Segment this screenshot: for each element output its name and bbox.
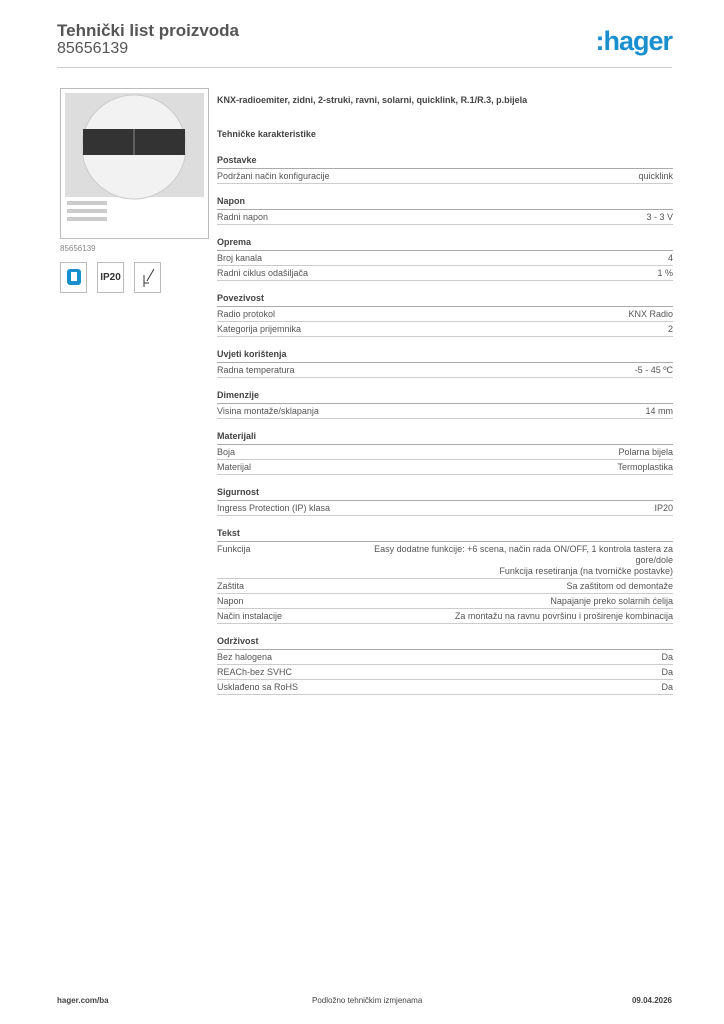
spec-value: 2 xyxy=(667,324,673,334)
section-title: Napon xyxy=(217,196,673,210)
spec-value: Da xyxy=(661,652,673,662)
spec-label: Način instalacije xyxy=(217,611,283,621)
section-title: Postavke xyxy=(217,155,673,169)
spec-row xyxy=(217,169,673,184)
spec-row xyxy=(217,680,673,695)
hager-logo: :hager xyxy=(595,26,672,56)
spec-value: Easy dodatne funkcije: +6 scena, način rada ON/OFF, 1 kontrola tastera za gore/dole Funkcija resetiranja (na tvorničke postavke) xyxy=(374,544,673,576)
spec-label: Radni napon xyxy=(217,212,269,222)
section-title: Dimenzije xyxy=(217,390,673,404)
spec-section xyxy=(217,155,673,184)
footer-date: 09.04.2026 xyxy=(631,996,672,1005)
spec-section xyxy=(217,636,673,695)
spec-label: Radio protokol xyxy=(217,309,276,319)
spec-value: IP20 xyxy=(654,503,673,513)
spec-row xyxy=(217,460,673,475)
page-title: Tehnički list proizvoda xyxy=(57,21,239,40)
specs-title: Tehničke karakteristike xyxy=(217,129,316,139)
spec-value: quicklink xyxy=(638,171,673,181)
mounting-icon xyxy=(134,262,161,293)
spec-row xyxy=(217,542,673,579)
spec-section xyxy=(217,237,673,281)
spec-value: -5 - 45 ºC xyxy=(634,365,673,375)
spec-value: KNX Radio xyxy=(628,309,673,319)
spec-section xyxy=(217,390,673,419)
spec-value: Polarna bijela xyxy=(618,447,673,457)
spec-value: Da xyxy=(661,682,673,692)
spec-label: Zaštita xyxy=(217,581,245,591)
spec-section xyxy=(217,196,673,225)
spec-section xyxy=(217,349,673,378)
spec-value: Da xyxy=(661,667,673,677)
spec-value: 4 xyxy=(667,253,673,263)
spec-label: Napon xyxy=(217,596,244,606)
spec-label: Funkcija xyxy=(217,544,251,554)
section-title: Povezivost xyxy=(217,293,673,307)
spec-row xyxy=(217,266,673,281)
spec-label: REACh-bez SVHC xyxy=(217,667,293,677)
spec-row xyxy=(217,501,673,516)
spec-label: Podržani način konfiguracije xyxy=(217,171,330,181)
spec-row xyxy=(217,665,673,680)
spec-value: 3 - 3 V xyxy=(646,212,673,222)
spec-label: Usklađeno sa RoHS xyxy=(217,682,299,692)
spec-value: Termoplastika xyxy=(617,462,673,472)
spec-label: Kategorija prijemnika xyxy=(217,324,302,334)
spec-row xyxy=(217,210,673,225)
product-image xyxy=(60,88,209,239)
product-name: KNX-radioemiter, zidni, 2-struki, ravni, solarni, quicklink, R.1/R.3, p.bijela xyxy=(217,95,528,105)
footer-website[interactable]: hager.com/ba xyxy=(57,996,109,1005)
spec-label: Ingress Protection (IP) klasa xyxy=(217,503,331,513)
quicklink-icon xyxy=(60,262,87,293)
spec-section xyxy=(217,487,673,516)
spec-section xyxy=(217,293,673,337)
section-title: Održivost xyxy=(217,636,673,650)
spec-label: Radni ciklus odašiljača xyxy=(217,268,309,278)
footer-note: Podložno tehničkim izmjenama xyxy=(312,996,423,1005)
spec-section xyxy=(217,528,673,624)
spec-row xyxy=(217,307,673,322)
section-title: Tekst xyxy=(217,528,673,542)
spec-label: Bez halogena xyxy=(217,652,273,662)
spec-row xyxy=(217,609,673,624)
section-title: Oprema xyxy=(217,237,673,251)
product-number: 85656139 xyxy=(57,40,129,57)
spec-row xyxy=(217,445,673,460)
spec-row xyxy=(217,363,673,378)
section-title: Uvjeti korištenja xyxy=(217,349,673,363)
spec-value: 14 mm xyxy=(645,406,673,416)
spec-row xyxy=(217,579,673,594)
spec-sheet xyxy=(217,95,673,695)
spec-value: Sa zaštitom od demontaže xyxy=(566,581,673,591)
spec-value: Za montažu na ravnu površinu i proširenje kombinacija xyxy=(454,611,673,621)
spec-value: 1 % xyxy=(657,268,673,278)
ip20-badge: IP20 xyxy=(97,262,124,293)
spec-label: Materijal xyxy=(217,462,252,472)
spec-section xyxy=(217,431,673,475)
spec-row xyxy=(217,650,673,665)
spec-row xyxy=(217,594,673,609)
spec-label: Radna temperatura xyxy=(217,365,295,375)
spec-row xyxy=(217,404,673,419)
spec-label: Visina montaže/sklapanja xyxy=(217,406,319,416)
spec-row xyxy=(217,251,673,266)
spec-row xyxy=(217,322,673,337)
spec-label: Broj kanala xyxy=(217,253,263,263)
header-divider xyxy=(57,67,672,68)
section-title: Materijali xyxy=(217,431,673,445)
image-label: 85656139 xyxy=(60,244,96,253)
spec-value: Napajanje preko solarnih ćelija xyxy=(550,596,673,606)
spec-label: Boja xyxy=(217,447,236,457)
section-title: Sigurnost xyxy=(217,487,673,501)
